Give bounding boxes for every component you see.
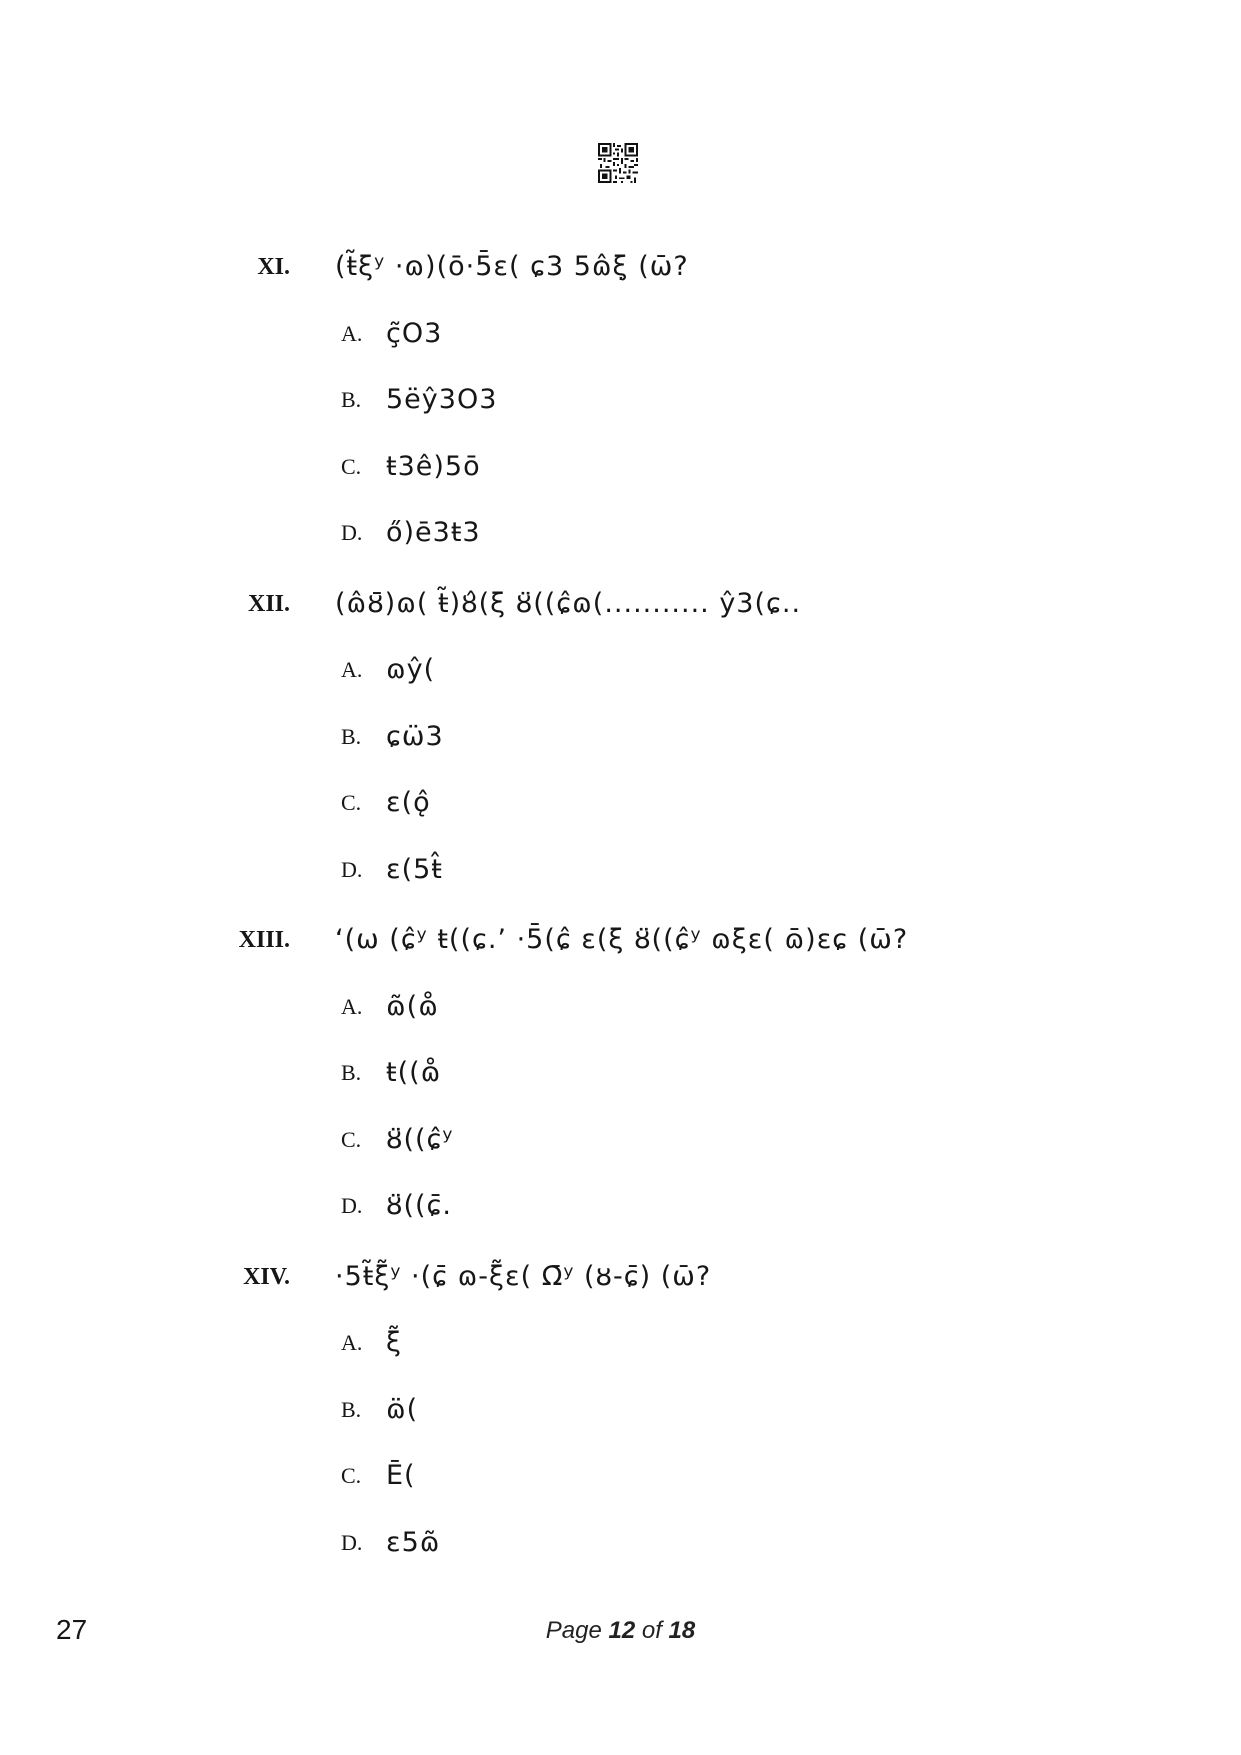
option-a (0, 1310, 1241, 1377)
option-text: ő)ē3ŧ3 (386, 517, 481, 548)
page-footer (0, 1617, 1241, 1645)
option-d (0, 837, 1241, 904)
question-text: (ɷ̂ȣ̄)ɷ( ŧ̃)ȣ̂(ξ ȣ̈((ɕ̂ɷ(........... ŷ3(ɕ.. (335, 587, 802, 619)
option-letter: B. (341, 1396, 362, 1422)
option-c (0, 434, 1241, 501)
option-c (0, 1107, 1241, 1174)
option-text: Ē( (386, 1460, 416, 1491)
option-text: ɛ(ǫ̂ (386, 787, 431, 818)
question-text: ·5ŧ̃ξ̃ʸ ·(ɕ̄ ɷ-ξ̃ɛ( Ω̄ʸ (ȣ-ɕ̄) (ω̄? (335, 1260, 712, 1292)
footer-current-page: 12 (608, 1617, 636, 1644)
option-a (0, 974, 1241, 1041)
option-letter: A. (341, 993, 363, 1019)
question-xi (0, 234, 1241, 301)
option-letter: A. (341, 320, 363, 346)
option-letter: C. (341, 1126, 362, 1152)
option-a (0, 637, 1241, 704)
option-letter: C. (341, 1463, 362, 1488)
option-letter: C. (341, 790, 362, 815)
option-letter: C. (341, 453, 362, 479)
option-letter: B. (341, 387, 362, 412)
question-xiv (0, 1244, 1241, 1311)
option-text: ɷŷ( (386, 654, 436, 685)
option-d (0, 1510, 1241, 1577)
option-text: 5ëŷ3O3 (386, 384, 498, 415)
option-letter: B. (341, 1060, 362, 1085)
option-text: ɕω̈3 (386, 720, 444, 752)
option-text: ξ̃ (386, 1327, 403, 1358)
page-code-number: 27 (56, 1614, 88, 1645)
option-letter: D. (341, 1529, 363, 1555)
footer-total-pages: 18 (668, 1617, 696, 1644)
footer-of-word: of (641, 1617, 662, 1644)
question-list (0, 234, 1241, 1576)
footer-page-word: Page (545, 1617, 602, 1644)
question-number: XIV. (243, 1263, 290, 1290)
option-letter: B. (341, 723, 362, 749)
option-text: ɛ5ɷ̃ (386, 1526, 441, 1558)
option-text: ç̃O3 (386, 317, 443, 349)
question-xiii (0, 907, 1241, 974)
option-b (0, 367, 1241, 434)
question-xii (0, 571, 1241, 638)
question-text: (ŧ̃ξʸ ·ɷ)(ō·5̄ɛ( ɕ3 5ɷ̂ξ̣ (ω̄? (335, 251, 689, 282)
option-text: ɷ̃(ɷ̊ (386, 990, 439, 1022)
option-d (0, 1173, 1241, 1240)
option-text: ɛ(5ŧ̂ (386, 853, 443, 885)
qr-code (598, 143, 638, 183)
question-text: ‘(ω (ɕ̂ʸ ŧ((ɕ.’ ·5̄(ɕ̂ ɛ(ξ ȣ̈((ɕ̂ʸ ɷξɛ( ɷ̄)ɛɕ (ω̄? (335, 924, 909, 955)
option-b (0, 1377, 1241, 1444)
option-c (0, 1443, 1241, 1510)
question-number: XIII. (238, 927, 290, 953)
option-letter: D. (341, 856, 363, 882)
option-letter: D. (341, 1193, 363, 1218)
option-b (0, 1040, 1241, 1107)
option-letter: D. (341, 520, 363, 545)
option-b (0, 704, 1241, 771)
question-number: XI. (257, 254, 290, 280)
option-d (0, 500, 1241, 567)
option-text: ŧ3ê)5ō (386, 450, 481, 482)
option-letter: A. (341, 657, 363, 682)
option-text: ŧ((ɷ̊ (386, 1057, 442, 1088)
option-c (0, 770, 1241, 837)
option-text: ȣ̈((ɕ̂ʸ (386, 1123, 454, 1155)
question-number: XII. (247, 590, 290, 617)
option-a (0, 301, 1241, 368)
option-text: ȣ̈((ɕ̄. (386, 1190, 452, 1221)
option-letter: A. (341, 1330, 363, 1355)
option-text: ɷ̈( (386, 1393, 419, 1425)
